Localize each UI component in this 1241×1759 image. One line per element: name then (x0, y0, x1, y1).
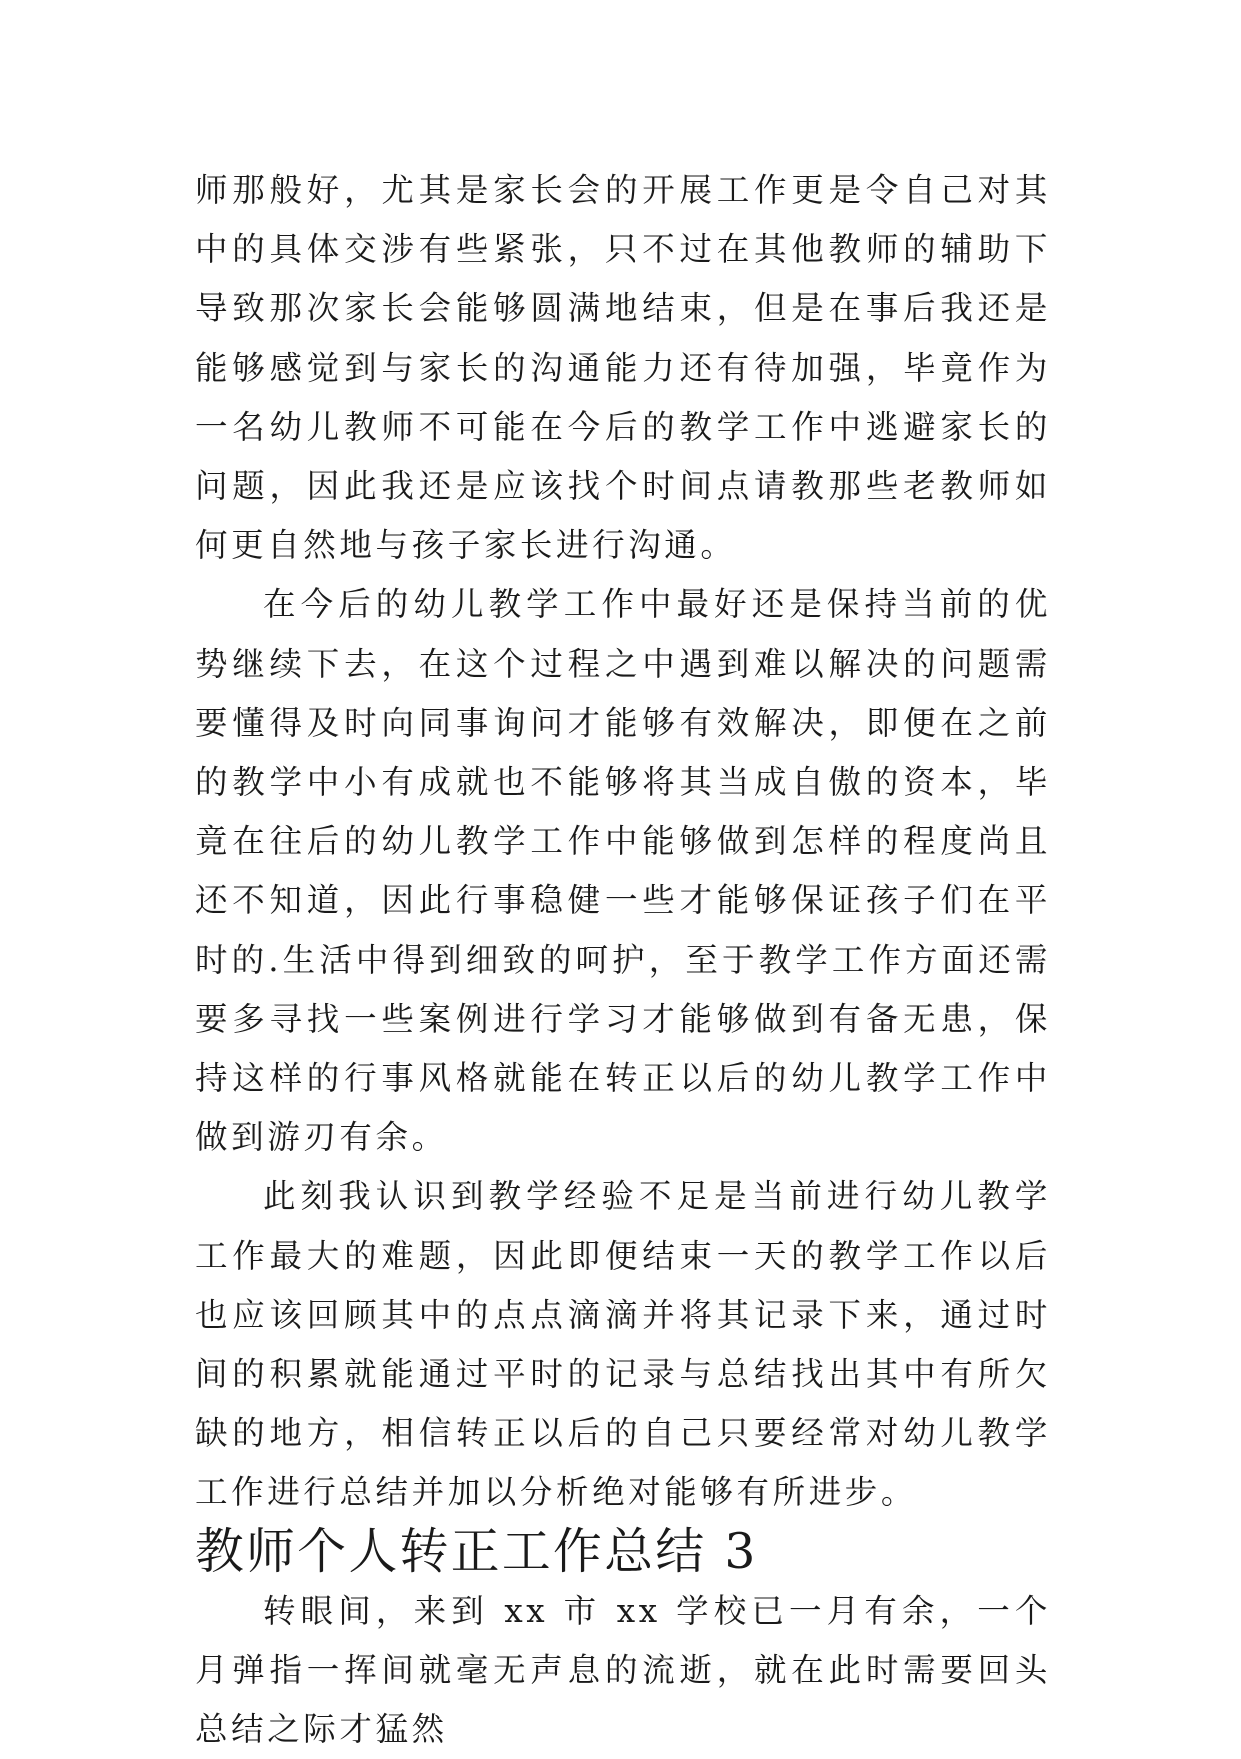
paragraph-future-work: 在今后的幼儿教学工作中最好还是保持当前的优势继续下去，在这个过程之中遇到难以解决的问题需要懂得及时向同事询问才能够有效解决，即便在之前的教学中小有成就也不能够将其当成自傲的资本，毕竟在往后的幼儿教学工作中能够做到怎样的程度尚且还不知道，因此行事稳健一些才能够保证孩子们在平时的.生活中得到细致的呵护，至于教学工作方面还需要多寻找一些案例进行学习才能够做到有备无患，保持这样的行事风格就能在转正以后的幼儿教学工作中做到游刃有余。 (195, 585, 1051, 1157)
section-heading: 教师个人转正工作总结 3 (195, 1523, 758, 1580)
paragraph-continued: 师那般好，尤其是家长会的开展工作更是令自己对其中的具体交涉有些紧张，只不过在其他教师的辅助下导致那次家长会能够圆满地结束，但是在事后我还是能够感觉到与家长的沟通能力还有待加强，毕竟作为一名幼儿教师不可能在今后的教学工作中逃避家长的问题，因此我还是应该找个时间点请教那些老教师如何更自然地与孩子家长进行沟通。 (195, 171, 1051, 565)
paragraph-summary-start: 转眼间，来到 xx 市 xx 学校已一月有余，一个月弹指一挥间就毫无声息的流逝，就在此时需要回头总结之际才猛然 (195, 1591, 1051, 1749)
paragraph-experience: 此刻我认识到教学经验不足是当前进行幼儿教学工作最大的难题，因此即便结束一天的教学工作以后也应该回顾其中的点点滴滴并将其记录下来，通过时间的积累就能通过平时的记录与总结找出其中有所欠缺的地方，相信转正以后的自己只要经常对幼儿教学工作进行总结并加以分析绝对能够有所进步。 (195, 1177, 1051, 1512)
document-page (195, 161, 1051, 1759)
